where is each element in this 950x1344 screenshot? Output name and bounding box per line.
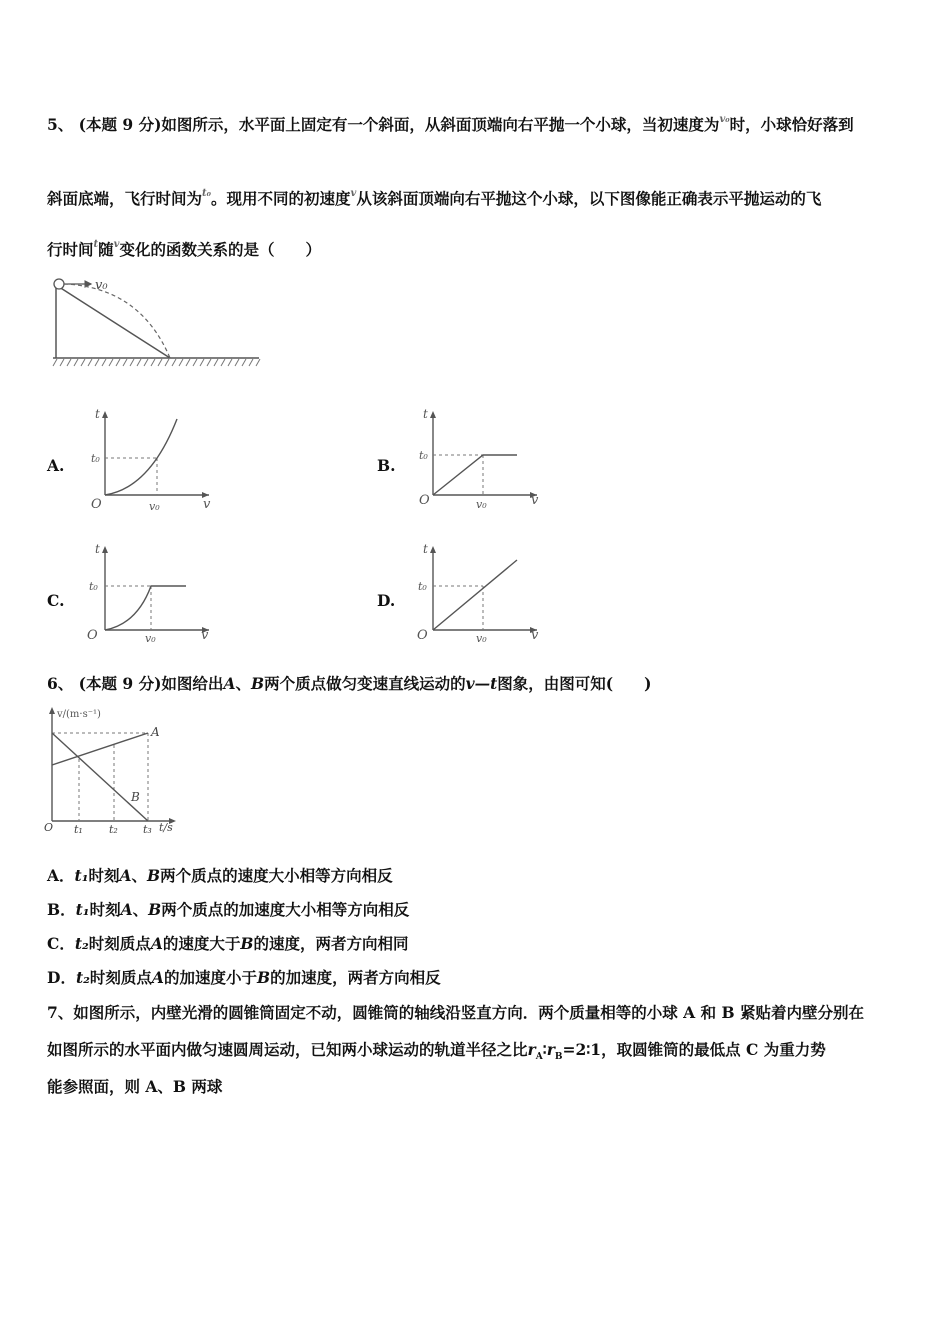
v0-label: v₀ <box>95 278 108 293</box>
svg-text:v: v <box>203 497 211 512</box>
svg-text:v/(m·s⁻¹): v/(m·s⁻¹) <box>57 709 101 720</box>
svg-text:t₂: t₂ <box>109 823 118 836</box>
svg-text:B: B <box>131 790 140 804</box>
svg-text:t₀: t₀ <box>418 580 427 593</box>
q6-option-c[interactable]: C．t₂时刻质点A的速度大于B的速度，两者方向相同 <box>47 934 409 953</box>
svg-text:v₀: v₀ <box>476 632 487 645</box>
svg-text:t₀: t₀ <box>89 580 98 593</box>
svg-text:v₀: v₀ <box>145 632 156 645</box>
option-c-label[interactable]: C. <box>47 591 65 610</box>
graph-d-line <box>433 560 517 630</box>
svg-text:A: A <box>151 725 160 739</box>
q7-line-3: 能参照面，则 A、B 两球 <box>47 1077 223 1096</box>
q5-line-1: 5、 (本题 9 分)如图所示，水平面上固定有一个斜面，从斜面顶端向右平抛一个小球，当初速度为$^{v_0}$时，小球恰好落到 <box>47 114 854 134</box>
svg-text:t: t <box>95 407 100 421</box>
graph-a[interactable] <box>85 405 215 515</box>
svg-text:O: O <box>87 628 98 643</box>
vt-graph <box>42 703 187 838</box>
svg-text:v₀: v₀ <box>476 498 487 511</box>
graph-b-line <box>433 455 517 495</box>
v-symbol: v <box>350 188 357 199</box>
svg-text:v: v <box>531 493 539 508</box>
q6-option-a[interactable]: A．t₁时刻A、B两个质点的速度大小相等方向相反 <box>47 866 393 885</box>
svg-text:O: O <box>417 628 428 643</box>
svg-text:t₁: t₁ <box>74 823 83 836</box>
svg-text:t: t <box>423 407 428 421</box>
incline-figure <box>45 275 265 370</box>
svg-text:t₀: t₀ <box>91 452 100 465</box>
graph-d[interactable] <box>413 540 543 650</box>
t0-symbol: t₀ <box>202 188 212 199</box>
svg-text:O: O <box>419 493 430 508</box>
graph-a-curve <box>105 419 177 495</box>
svg-text:t₀: t₀ <box>419 449 428 462</box>
svg-text:v₀: v₀ <box>149 500 160 513</box>
ground-hatching <box>53 359 260 366</box>
q5-line-2: 斜面底端，飞行时间为$^{t_0}$。现用不同的初速度$^v$从该斜面顶端向右平抛这个小球，以下图像能正确表示平抛运动的飞 <box>47 188 822 208</box>
option-b-label[interactable]: B. <box>377 456 396 475</box>
svg-text:O: O <box>44 821 54 834</box>
v-symbol-2: v <box>113 239 120 250</box>
graph-c-curve <box>105 586 186 630</box>
q6-option-d[interactable]: D．t₂时刻质点A的加速度小于B的加速度，两者方向相反 <box>47 968 441 987</box>
svg-text:t: t <box>95 542 100 556</box>
q7-line-2: 如图所示的水平面内做匀速圆周运动，已知两小球运动的轨道半径之比$r_A∶r_B=2∶1$，取圆锥筒的最低点 C 为重力势 <box>47 1040 826 1063</box>
svg-text:t₃: t₃ <box>143 823 152 836</box>
line-b <box>52 733 148 821</box>
svg-text:t/s: t/s <box>159 821 173 834</box>
t-symbol: t <box>93 239 99 250</box>
trajectory <box>64 284 170 358</box>
q7-line-1: 7、如图所示，内壁光滑的圆锥筒固定不动，圆锥筒的轴线沿竖直方向．两个质量相等的小球 A 和 B 紧贴着内壁分别在 <box>47 1003 865 1022</box>
svg-text:v: v <box>531 628 539 643</box>
incline-slope <box>56 285 170 358</box>
line-a <box>52 733 148 765</box>
graph-b[interactable] <box>413 405 543 515</box>
svg-text:v: v <box>201 628 209 643</box>
v0-symbol: v₀ <box>719 114 730 125</box>
svg-text:O: O <box>91 497 102 512</box>
ball <box>54 279 64 289</box>
option-a-label[interactable]: A. <box>47 456 65 475</box>
option-d-label[interactable]: D. <box>377 591 396 610</box>
graph-c[interactable] <box>85 540 215 650</box>
q5-line-3: 行时间$^t$随$^v$变化的函数关系的是（ ） <box>47 239 321 259</box>
svg-text:t: t <box>423 542 428 556</box>
q6-option-b[interactable]: B．t₁时刻A、B两个质点的加速度大小相等方向相反 <box>47 900 410 919</box>
q6-stem: 6、 (本题 9 分)如图给出A、B两个质点做匀变速直线运动的v—t图象，由图可知( ) <box>47 674 652 693</box>
